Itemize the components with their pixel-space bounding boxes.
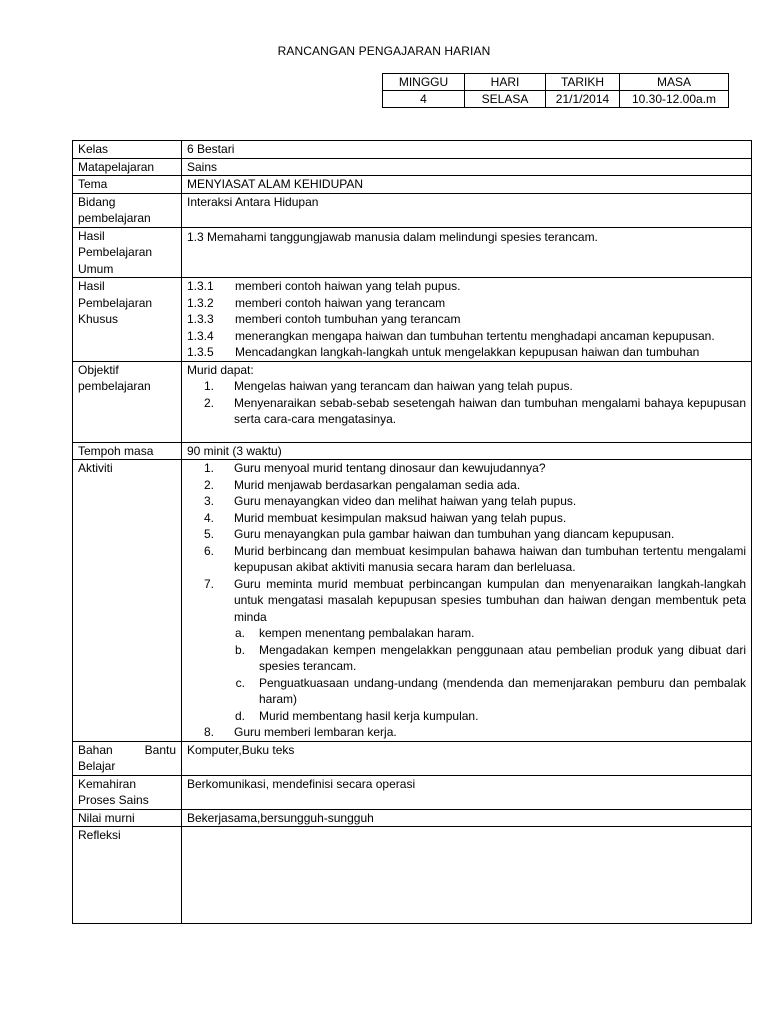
aktiviti-item [187,510,746,527]
hpk-item [187,311,746,328]
aktiviti-subnum: c. [235,675,245,690]
schedule-header-masa: MASA [620,74,729,91]
hpk-item [187,344,746,361]
schedule-value-masa: 10.30-12.00a.m [620,91,729,108]
hpk-text: memberi contoh haiwan yang terancam [235,295,446,310]
label-hpk-line1: Hasil [78,279,105,293]
hpk-item [187,295,746,312]
aktiviti-num: 7. [203,576,214,591]
aktiviti-text: Murid membuat kesimpulan maksud haiwan yang telah pupus. [234,510,567,525]
value-kelas: 6 Bestari [182,141,752,159]
label-nilai: Nilai murni [73,809,182,827]
aktiviti-subitem [187,642,746,675]
hpk-list [187,278,746,361]
value-objektif [182,361,752,442]
aktiviti-subtext: Mengadakan kempen mengelakkan penggunaan atau pembelian produk yang dibuat dari spesies terancam. [259,642,746,673]
schedule-value-minggu: 4 [383,91,465,108]
objektif-list [187,378,746,428]
value-bidang: Interaksi Antara Hidupan [182,193,752,227]
row-kemahiran [73,775,752,809]
objektif-text: Mengelas haiwan yang terancam dan haiwan yang telah pupus. [234,379,573,393]
value-hpk [182,278,752,362]
label-bidang [73,193,182,227]
hpk-num: 1.3.5 [187,345,214,359]
label-kelas: Kelas [73,141,182,159]
value-aktiviti [182,460,752,742]
label-hpk-line3: Khusus [78,312,119,326]
value-bahan: Komputer,Buku teks [182,741,752,775]
aktiviti-num: 3. [203,494,214,508]
schedule-header-tarikh: TARIKH [546,74,620,91]
hpk-text: memberi contoh tumbuhan yang terancam [235,312,461,326]
aktiviti-subitem [187,708,746,725]
aktiviti-text: Murid berbincang dan membuat kesimpulan bahawa haiwan dan tumbuhan tertentu mengalami kepupusan akibat aktiviti manusia secara haram dan berleluasa. [234,543,746,574]
aktiviti-subnum: a. [234,626,245,640]
row-matapelajaran [73,158,752,176]
aktiviti-item [187,460,746,477]
aktiviti-subitem [187,675,746,708]
label-bahan-line2: Belajar [78,759,116,773]
value-tempoh: 90 minit (3 waktu) [182,442,752,460]
aktiviti-num: 2. [203,477,214,492]
value-matapelajaran: Sains [182,158,752,176]
schedule-value-tarikh: 21/1/2014 [546,91,620,108]
aktiviti-text: Murid menjawab berdasarkan pengalaman sedia ada. [234,477,521,492]
label-aktiviti: Aktiviti [73,460,182,742]
label-kemahiran [73,775,182,809]
aktiviti-text: Guru menayangkan video dan melihat haiwan yang telah pupus. [234,494,577,508]
schedule-header-row [383,74,729,91]
row-bidang [73,193,752,227]
row-tempoh [73,442,752,460]
row-hpk [73,278,752,362]
aktiviti-item [187,526,746,543]
hpk-item [187,278,746,295]
objektif-intro: Murid dapat: [187,362,254,377]
value-hpu: 1.3 Memahami tanggungjawab manusia dalam melindungi spesies terancam. [182,227,752,278]
aktiviti-item [187,576,746,626]
aktiviti-item [187,543,746,576]
row-hpu [73,227,752,278]
aktiviti-text: Guru memberi lembaran kerja. [234,725,397,739]
aktiviti-num: 8. [203,725,214,739]
label-bahan-word1: Bahan [78,742,113,757]
objektif-item [187,378,746,395]
hpk-text: menerangkan mengapa haiwan dan tumbuhan tertentu menghadapi ancaman kepupusan. [235,328,715,343]
label-hpk-line2: Pembelajaran [78,295,153,310]
hpk-num: 1.3.1 [187,279,214,293]
aktiviti-subtext: kempen menentang pembalakan haram. [259,626,475,640]
row-refleksi [73,827,752,924]
label-objektif-line1: Objektif [78,362,119,377]
schedule-value-hari: SELASA [465,91,546,108]
aktiviti-text: Guru meminta murid membuat perbincangan kumpulan dan menyenaraikan langkah-langkah untuk mengatasi masalah kepupusan spesies tumbuhan dan haiwan dengan membentuk peta minda [234,576,746,624]
row-bahan [73,741,752,775]
aktiviti-subnum: b. [234,642,245,657]
aktiviti-text: Guru menyoal murid tentang dinosaur dan kewujudannya? [234,461,546,475]
objektif-text: Menyenaraikan sebab-sebab sesetengah haiwan dan tumbuhan mengalami bahaya kepupusan serta cara-cara mengatasinya. [234,395,746,426]
aktiviti-subitem [187,625,746,642]
aktiviti-sublist [187,625,746,724]
aktiviti-num: 1. [203,461,214,475]
label-kemahiran-line2: Proses Sains [78,793,149,807]
hpk-num: 1.3.2 [187,295,214,310]
aktiviti-item [187,493,746,510]
row-objektif [73,361,752,442]
label-bahan-line1 [78,742,176,759]
label-bidang-line1: Bidang [78,194,116,209]
label-bahan-word2: Bantu [144,742,176,757]
aktiviti-list [187,460,746,625]
label-tempoh: Tempoh masa [73,442,182,460]
label-objektif [73,361,182,442]
hpk-text: memberi contoh haiwan yang telah pupus. [235,279,461,293]
schedule-table [382,73,729,108]
schedule-value-row [383,91,729,108]
objektif-item [187,395,746,428]
label-kemahiran-line1: Kemahiran [78,776,137,791]
aktiviti-item [187,477,746,494]
label-bahan [73,741,182,775]
aktiviti-list-end [187,724,746,741]
schedule-header-minggu: MINGGU [383,74,465,91]
hpk-num: 1.3.3 [187,312,214,326]
aktiviti-subnum: d. [234,708,245,723]
aktiviti-item [187,724,746,741]
label-refleksi: Refleksi [73,827,182,924]
objektif-num: 1. [203,379,214,393]
aktiviti-text: Guru menayangkan pula gambar haiwan dan tumbuhan yang diancam kepupusan. [234,527,675,541]
value-nilai: Bekerjasama,bersungguh-sungguh [182,809,752,827]
label-hpu-line3: Umum [78,261,114,276]
label-hpu-line2: Pembelajaran [78,245,153,259]
label-matapelajaran: Matapelajaran [73,158,182,176]
label-hpu-line1: Hasil [78,228,105,243]
aktiviti-subtext: Murid membentang hasil kerja kumpulan. [259,708,479,723]
lesson-plan-table [72,140,752,924]
hpk-num: 1.3.4 [187,328,214,343]
aktiviti-num: 6. [203,543,214,558]
label-objektif-line2: pembelajaran [78,379,151,393]
row-nilai [73,809,752,827]
row-tema [73,176,752,194]
label-hpk [73,278,182,362]
value-kemahiran: Berkomunikasi, mendefinisi secara operasi [182,775,752,809]
value-refleksi [182,827,752,924]
schedule-header-hari: HARI [465,74,546,91]
label-hpu [73,227,182,278]
label-tema: Tema [73,176,182,194]
row-aktiviti [73,460,752,742]
aktiviti-subtext: Penguatkuasaan undang-undang (mendenda dan memenjarakan pemburu dan pembalak haram) [259,675,746,706]
value-tema: MENYIASAT ALAM KEHIDUPAN [182,176,752,194]
row-kelas [73,141,752,159]
hpk-text: Mencadangkan langkah-langkah untuk mengelakkan kepupusan haiwan dan tumbuhan [235,345,700,359]
aktiviti-num: 4. [203,510,214,525]
aktiviti-num: 5. [203,527,214,541]
label-bidang-line2: pembelajaran [78,211,151,225]
document-title: RANCANGAN PENGAJARAN HARIAN [277,44,491,58]
hpk-item [187,328,746,345]
objektif-num: 2. [203,395,214,410]
